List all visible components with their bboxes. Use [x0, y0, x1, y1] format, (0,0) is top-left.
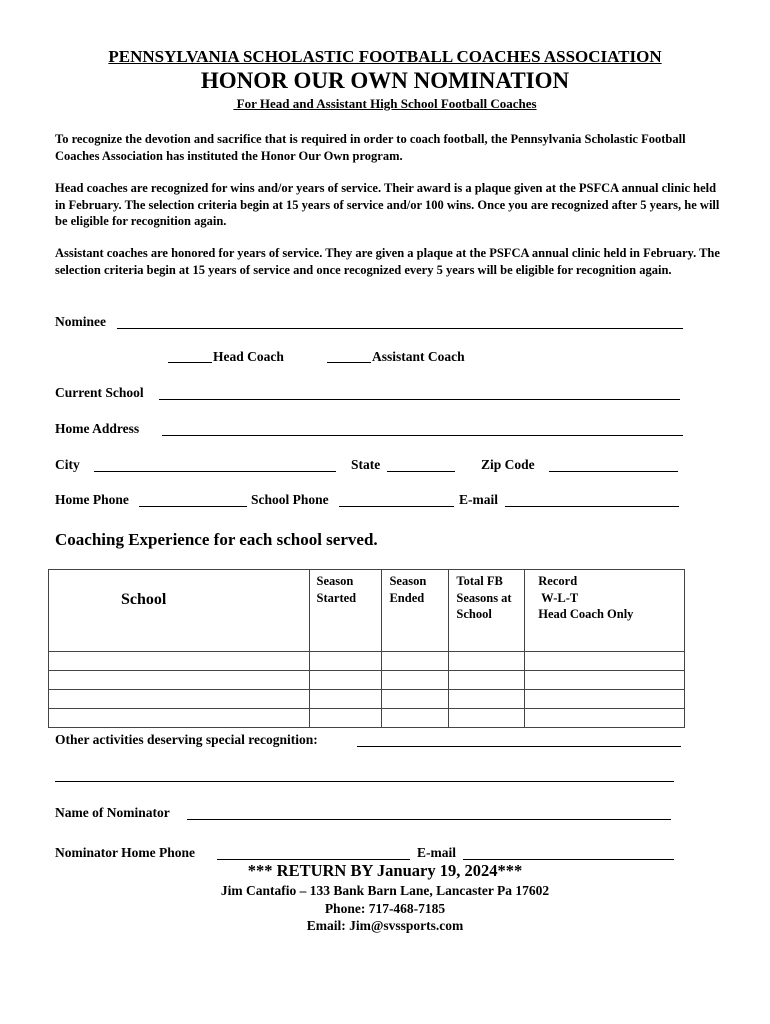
table-header-row — [49, 570, 685, 652]
head-coach-checkbox-line[interactable] — [168, 362, 212, 363]
school-cell[interactable] — [49, 652, 310, 671]
nominee-label: Nominee — [55, 314, 106, 329]
nominator-name-field[interactable] — [187, 819, 671, 820]
table-row — [49, 652, 685, 671]
table-row — [49, 709, 685, 728]
coaching-experience-heading: Coaching Experience for each school served. — [55, 530, 378, 549]
assistant-coach-checkbox-line[interactable] — [327, 362, 371, 363]
total-seasons-header-line: School — [456, 607, 492, 621]
school-phone-field[interactable] — [339, 506, 454, 507]
season-started-header-line: Season — [316, 574, 354, 588]
other-activities-field-continued[interactable] — [55, 781, 674, 782]
season-started-cell[interactable] — [309, 652, 382, 671]
organization-name: PENNSYLVANIA SCHOLASTIC FOOTBALL COACHES ASSOCIATION — [108, 47, 662, 66]
record-column-header — [525, 570, 685, 652]
season-ended-header-line: Ended — [389, 590, 425, 605]
season-ended-cell[interactable] — [382, 671, 449, 690]
form-subtitle: For Head and Assistant High School Football Coaches — [233, 96, 537, 111]
current-school-field[interactable] — [159, 399, 680, 400]
table-row — [49, 671, 685, 690]
other-activities-label: Other activities deserving special recognition: — [55, 732, 318, 747]
record-cell[interactable] — [525, 671, 685, 690]
other-activities-field[interactable] — [357, 746, 681, 747]
season-started-cell[interactable] — [309, 709, 382, 728]
total-seasons-header-line: Seasons at — [456, 590, 512, 605]
current-school-label: Current School — [55, 385, 144, 400]
school-cell[interactable] — [49, 671, 310, 690]
zip-code-label: Zip Code — [481, 457, 535, 472]
intro-paragraph-head-coaches: Head coaches are recognized for wins and/or years of service. Their award is a plaque given at the PSFCA annual clinic held in February. The selection criteria begin at 15 years of service and/or 100 wins. Once you are recognized after 5 years, he will be eligible for recognition again. — [55, 181, 720, 229]
total-seasons-column-header — [449, 570, 525, 652]
record-header-line: Head Coach Only — [538, 607, 634, 621]
state-field[interactable] — [387, 471, 455, 472]
record-header-line: W-L-T — [538, 590, 579, 605]
school-cell[interactable] — [49, 709, 310, 728]
season-started-column-header — [309, 570, 382, 652]
total-seasons-cell[interactable] — [449, 709, 525, 728]
season-ended-cell[interactable] — [382, 690, 449, 709]
nominator-email-label: E-mail — [417, 845, 456, 860]
return-address: Jim Cantafio – 133 Bank Barn Lane, Lancaster Pa 17602 — [220, 883, 550, 898]
home-phone-field[interactable] — [139, 506, 247, 507]
home-address-field[interactable] — [162, 435, 683, 436]
home-phone-label: Home Phone — [55, 492, 129, 507]
season-ended-column-header — [382, 570, 449, 652]
nominator-phone-field[interactable] — [217, 859, 410, 860]
school-phone-label: School Phone — [251, 492, 329, 507]
season-started-cell[interactable] — [309, 690, 382, 709]
return-deadline: *** RETURN BY January 19, 2024*** — [247, 861, 523, 880]
school-column-header: School — [49, 570, 310, 652]
total-seasons-header-line: Total FB — [456, 574, 503, 588]
form-title: HONOR OUR OWN NOMINATION — [200, 68, 570, 93]
email-label: E-mail — [459, 492, 498, 507]
intro-paragraph-assistant-coaches: Assistant coaches are honored for years of service. They are given a plaque at the PSFCA annual clinic held in February. The selection criteria begin at 15 years of service and once recognized every 5 years will be eligible for recognition again. — [55, 246, 720, 277]
season-ended-cell[interactable] — [382, 709, 449, 728]
nominee-field[interactable] — [117, 328, 683, 329]
record-header-line: Record — [538, 574, 578, 588]
school-cell[interactable] — [49, 690, 310, 709]
head-coach-label: Head Coach — [213, 349, 284, 364]
home-address-label: Home Address — [55, 421, 140, 436]
nominator-name-label: Name of Nominator — [55, 805, 170, 820]
nominator-phone-label: Nominator Home Phone — [55, 845, 195, 860]
total-seasons-cell[interactable] — [449, 671, 525, 690]
coaching-experience-table — [48, 569, 685, 728]
city-label: City — [55, 457, 80, 472]
email-field[interactable] — [505, 506, 679, 507]
record-cell[interactable] — [525, 709, 685, 728]
city-field[interactable] — [94, 471, 336, 472]
zip-code-field[interactable] — [549, 471, 678, 472]
return-email: Email: Jim@svssports.com — [306, 918, 464, 933]
total-seasons-cell[interactable] — [449, 690, 525, 709]
season-started-cell[interactable] — [309, 671, 382, 690]
table-row — [49, 690, 685, 709]
return-phone: Phone: 717-468-7185 — [324, 901, 446, 916]
nominator-email-field[interactable] — [463, 859, 674, 860]
record-cell[interactable] — [525, 690, 685, 709]
season-ended-cell[interactable] — [382, 652, 449, 671]
total-seasons-cell[interactable] — [449, 652, 525, 671]
record-cell[interactable] — [525, 652, 685, 671]
season-ended-header-line: Season — [389, 574, 427, 588]
state-label: State — [351, 457, 381, 472]
assistant-coach-label: Assistant Coach — [372, 349, 465, 364]
season-started-header-line: Started — [316, 590, 357, 605]
intro-paragraph-program: To recognize the devotion and sacrifice that is required in order to coach football, the Pennsylvania Scholastic Football Coaches Association has instituted the Honor Our Own program. — [55, 132, 686, 163]
